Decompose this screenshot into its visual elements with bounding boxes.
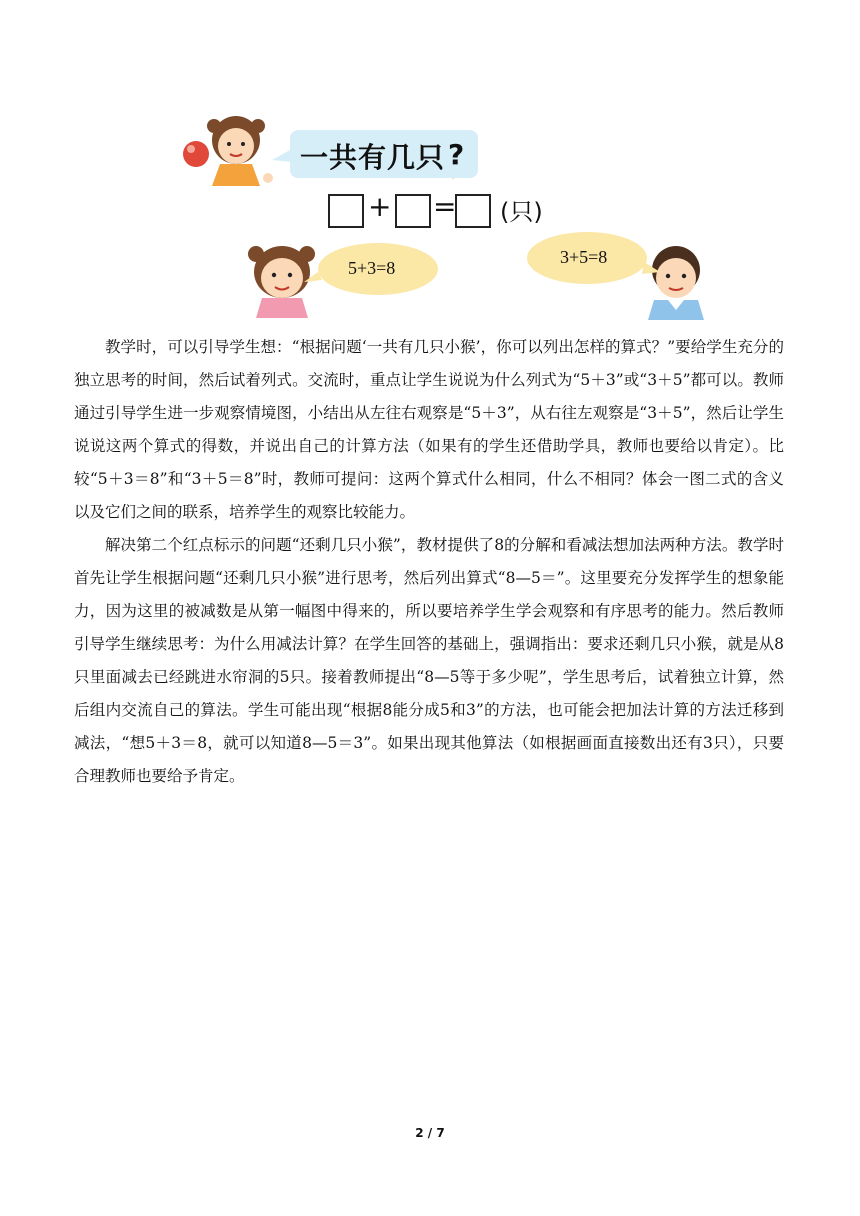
question-text: 一共有几只 — [300, 141, 446, 174]
question-mark: ? — [448, 138, 465, 171]
body-text — [74, 331, 784, 793]
boy-equation: 3+5=8 — [560, 247, 608, 267]
boy-icon — [648, 246, 704, 320]
blank-box-2 — [395, 194, 431, 228]
equals-sign: = — [433, 190, 457, 223]
blank-box-3 — [455, 194, 491, 228]
girl-equation: 5+3=8 — [348, 258, 396, 278]
textbook-illustration — [0, 0, 860, 330]
blank-box-1 — [328, 194, 364, 228]
red-dot-icon — [183, 141, 209, 167]
paragraph-2: 解决第二个红点标示的问题“还剩几只小猴”，教材提供了8的分解和看减法想加法两种方法。教学时首先让学生根据问题“还剩几只小猴”进行思考，然后列出算式“8—5＝”。这里要充分发挥学生的想象能力，因为这里的被减数是从第一幅图中得来的，所以要培养学生学会观察和有序思考的能力。然后教师引导学生继续思考：为什么用减法计算？在学生回答的基础上，强调指出：要求还剩几只小猴，就是从8只里面减去已经跳进水帘洞的5只。接着教师提出“8—5等于多少呢”，学生思考后，试着独立计算，然后组内交流自己的算法。学生可能出现“根据8能分成5和3”的方法，也可能会把加法计算的方法迁移到减法，“想5＋3＝8，就可以知道8—5＝3”。如果出现其他算法（如根据画面直接数出还有3只），只要合理教师也要给予肯定。 — [74, 536, 784, 785]
paragraph-1: 教学时，可以引导学生想：“根据问题‘一共有几只小猴’，你可以列出怎样的算式？”要给学生充分的独立思考的时间，然后试着列式。交流时，重点让学生说说为什么列式为“5＋3”或“3＋5”都可以。教师通过引导学生进一步观察情境图，小结出从左往右观察是“5＋3”，从右往左观察是“3＋5”，然后让学生说说这两个算式的得数，并说出自己的计算方法（如果有的学生还借助学具，教师也要给以肯定）。比较“5＋3＝8”和“3＋5＝8”时，教师可提问：这两个算式什么相同，什么不相同？体会一图二式的含义以及它们之间的联系，培养学生的观察比较能力。 — [74, 338, 784, 521]
unit-label: (只) — [500, 198, 543, 226]
girl-icon — [207, 116, 273, 186]
plus-sign: + — [368, 190, 392, 223]
page-number: 2 / 7 — [415, 1126, 445, 1140]
girl-icon-2 — [248, 246, 315, 318]
